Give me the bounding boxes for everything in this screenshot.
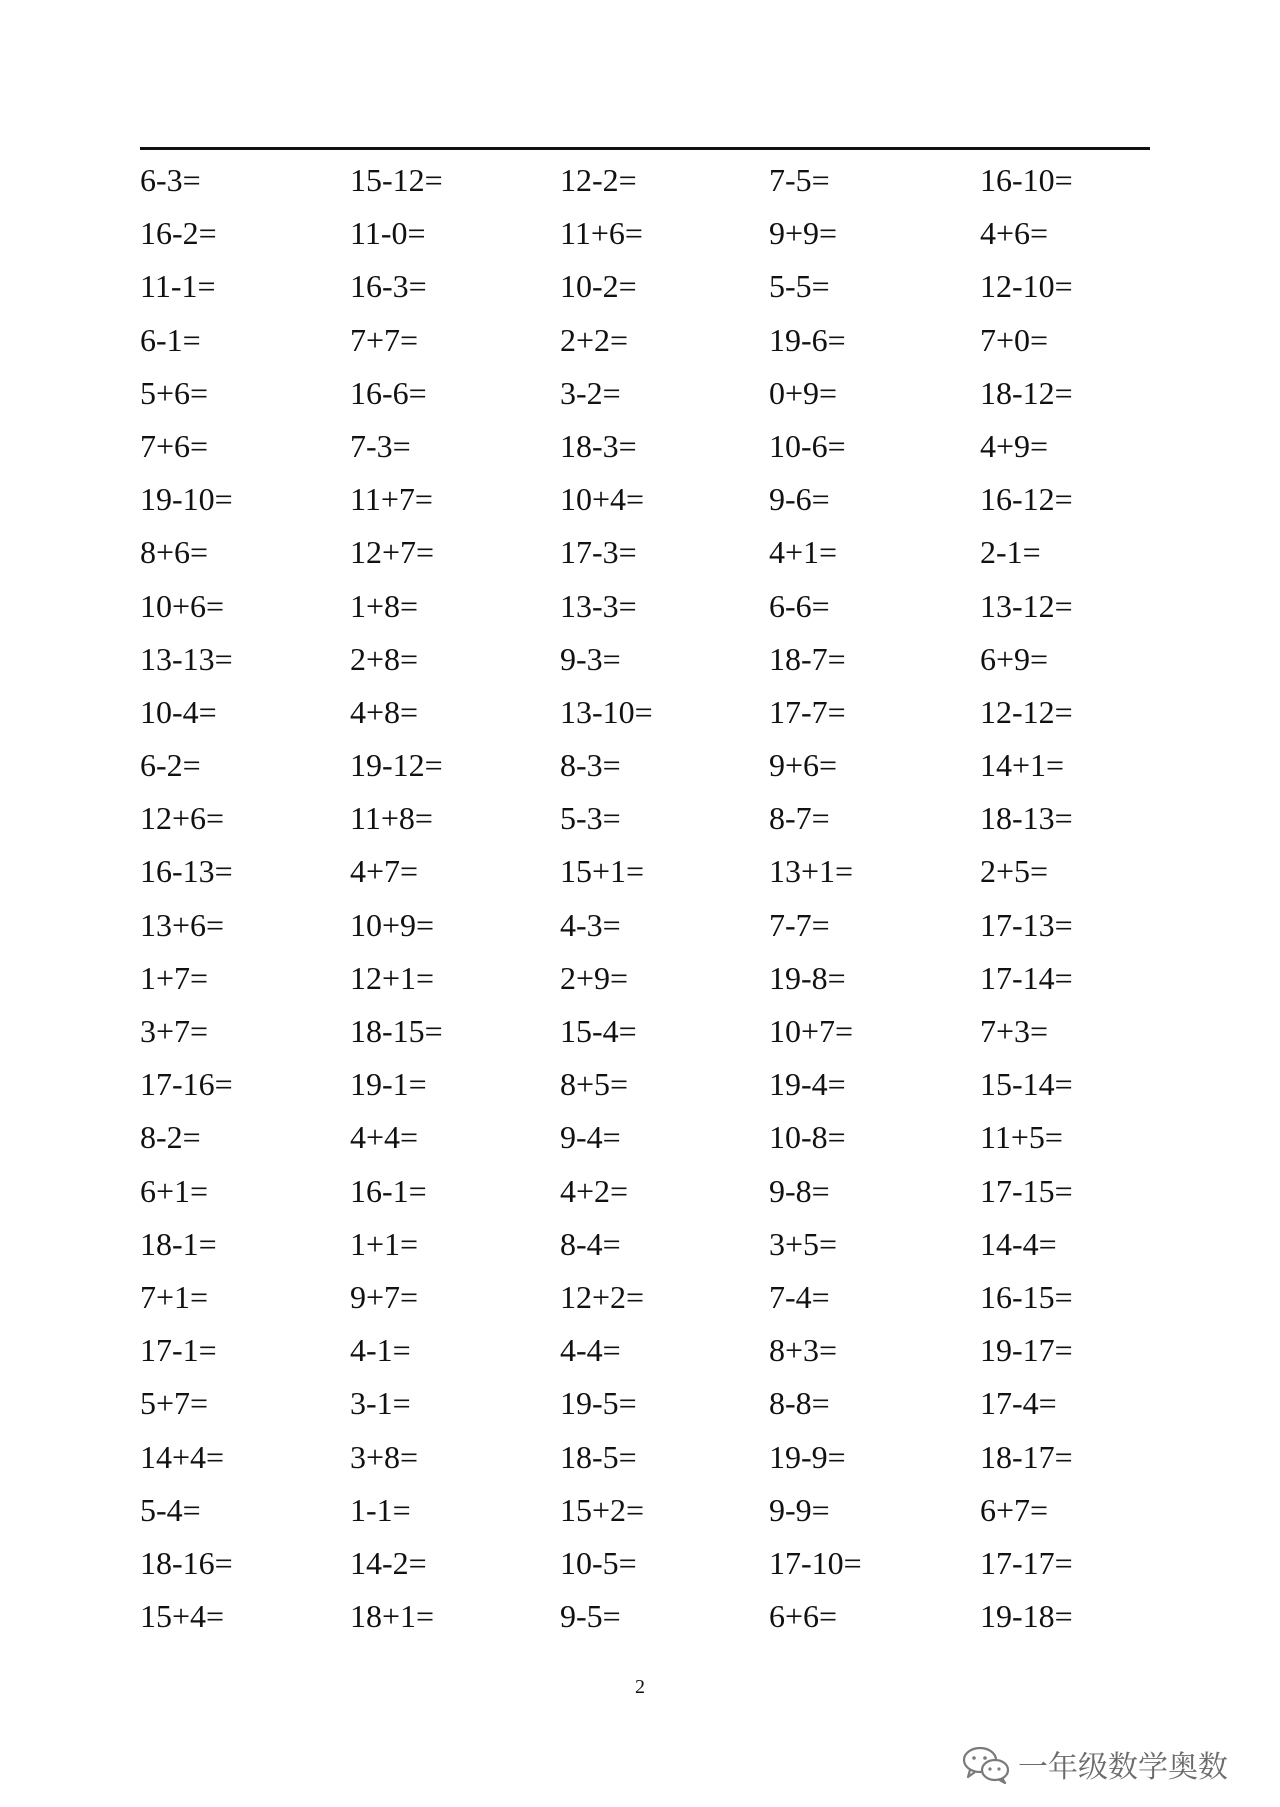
math-problem: 18-5= xyxy=(560,1438,637,1475)
math-problem: 10-6= xyxy=(769,427,846,464)
math-problem: 4+8= xyxy=(350,693,419,730)
math-problem: 7-5= xyxy=(769,162,830,198)
math-problem: 3-1= xyxy=(350,1385,411,1422)
math-problem: 4+2= xyxy=(560,1172,629,1209)
math-problem: 18-16= xyxy=(140,1544,233,1581)
math-problem: 12+7= xyxy=(350,534,435,571)
math-problem: 12-2= xyxy=(560,162,637,198)
math-problem: 8-7= xyxy=(769,800,830,837)
math-problem: 2+8= xyxy=(350,640,419,677)
math-problem: 12+1= xyxy=(350,959,435,996)
math-problem: 6-6= xyxy=(769,587,830,624)
math-problem: 1-1= xyxy=(350,1491,411,1528)
math-problem: 11+6= xyxy=(560,215,643,252)
math-problem: 12-12= xyxy=(980,693,1073,730)
math-problem: 15+4= xyxy=(140,1598,225,1635)
math-problem: 15+2= xyxy=(560,1491,645,1528)
math-problem: 9+6= xyxy=(769,747,838,784)
math-problem: 6-3= xyxy=(140,162,201,198)
math-problem: 7-3= xyxy=(350,427,411,464)
math-problem: 19-5= xyxy=(560,1385,637,1422)
math-problem: 8-4= xyxy=(560,1225,621,1262)
math-problem: 3-2= xyxy=(560,374,621,411)
math-problem: 8+5= xyxy=(560,1066,629,1103)
math-problem: 6+1= xyxy=(140,1172,209,1209)
math-problem: 11-1= xyxy=(140,268,216,305)
math-problem: 19-9= xyxy=(769,1438,846,1475)
math-problem: 11-0= xyxy=(350,215,426,252)
math-problem: 18-1= xyxy=(140,1225,217,1262)
page-number: 2 xyxy=(635,1676,645,1698)
math-problem: 2+9= xyxy=(560,959,629,996)
math-problem: 9-5= xyxy=(560,1598,621,1635)
math-problem: 3+8= xyxy=(350,1438,419,1475)
math-problem: 12-10= xyxy=(980,268,1073,305)
math-problem: 17-15= xyxy=(980,1172,1073,1209)
math-problem: 13-12= xyxy=(980,587,1073,624)
math-problem: 13-13= xyxy=(140,640,233,677)
math-problem: 16-2= xyxy=(140,215,217,252)
math-problem: 16-13= xyxy=(140,853,233,890)
header-rule xyxy=(140,147,1150,150)
math-problem: 1+8= xyxy=(350,587,419,624)
math-problem: 9-3= xyxy=(560,640,621,677)
math-problem: 17-1= xyxy=(140,1332,217,1369)
math-problem: 10-2= xyxy=(560,268,637,305)
math-problem: 9+9= xyxy=(769,215,838,252)
math-problem: 5+6= xyxy=(140,374,209,411)
math-problem: 18-13= xyxy=(980,800,1073,837)
math-problem: 14+1= xyxy=(980,747,1065,784)
math-problem: 18-17= xyxy=(980,1438,1073,1475)
math-problem: 1+1= xyxy=(350,1225,419,1262)
math-problem: 6-2= xyxy=(140,747,201,784)
math-problem: 18-15= xyxy=(350,1013,443,1049)
math-problem: 17-17= xyxy=(980,1544,1073,1581)
math-problem: 8-8= xyxy=(769,1385,830,1422)
math-problem: 19-6= xyxy=(769,321,846,358)
math-problem: 18-7= xyxy=(769,640,846,677)
math-problem: 2+5= xyxy=(980,853,1049,890)
math-problem: 12+2= xyxy=(560,1278,645,1315)
math-problem: 7-4= xyxy=(769,1278,830,1315)
math-problem: 15-12= xyxy=(350,162,443,198)
math-problem: 2+2= xyxy=(560,321,629,358)
math-problem: 4-3= xyxy=(560,906,621,943)
math-problem: 1+7= xyxy=(140,959,209,996)
math-problem: 17-16= xyxy=(140,1066,233,1103)
math-problem: 0+9= xyxy=(769,374,838,411)
math-problem: 9-9= xyxy=(769,1491,830,1528)
math-problem: 4+6= xyxy=(980,215,1049,252)
math-problem: 5-4= xyxy=(140,1491,201,1528)
math-problem: 19-17= xyxy=(980,1332,1073,1369)
math-problem: 4+4= xyxy=(350,1119,419,1156)
math-problem: 18-3= xyxy=(560,427,637,464)
math-problem: 16-10= xyxy=(980,162,1073,198)
math-problem: 15-4= xyxy=(560,1013,637,1049)
math-problem: 10-8= xyxy=(769,1119,846,1156)
math-problem: 9+7= xyxy=(350,1278,419,1315)
math-problem: 3+5= xyxy=(769,1225,838,1262)
math-problem: 9-6= xyxy=(769,481,830,518)
math-problem: 10+4= xyxy=(560,481,645,518)
math-problem: 8-2= xyxy=(140,1119,201,1156)
math-problem: 2-1= xyxy=(980,534,1041,571)
math-problem: 8-3= xyxy=(560,747,621,784)
math-problem: 13-3= xyxy=(560,587,637,624)
math-problem: 15+1= xyxy=(560,853,645,890)
math-problem: 13-10= xyxy=(560,693,653,730)
math-problem: 13+1= xyxy=(769,853,854,890)
math-problem: 11+8= xyxy=(350,800,433,837)
math-problem: 17-7= xyxy=(769,693,846,730)
math-problem: 4+7= xyxy=(350,853,419,890)
math-problem: 6-1= xyxy=(140,321,201,358)
math-problem: 19-8= xyxy=(769,959,846,996)
math-problem: 17-13= xyxy=(980,906,1073,943)
math-problem: 7+1= xyxy=(140,1278,209,1315)
math-problem: 10+6= xyxy=(140,587,225,624)
math-problem: 5+7= xyxy=(140,1385,209,1422)
math-problem: 10-5= xyxy=(560,1544,637,1581)
math-problem: 15-14= xyxy=(980,1066,1073,1103)
math-problem: 7+7= xyxy=(350,321,419,358)
math-problem: 17-3= xyxy=(560,534,637,571)
math-problem: 12+6= xyxy=(140,800,225,837)
math-problem: 7+3= xyxy=(980,1013,1049,1049)
math-problem: 6+6= xyxy=(769,1598,838,1635)
math-problem: 7+0= xyxy=(980,321,1049,358)
math-problem: 19-10= xyxy=(140,481,233,518)
math-problem: 4+1= xyxy=(769,534,838,571)
math-problem: 8+3= xyxy=(769,1332,838,1369)
math-problem: 5-3= xyxy=(560,800,621,837)
math-problem: 16-12= xyxy=(980,481,1073,518)
math-problem: 16-6= xyxy=(350,374,427,411)
math-problem: 10-4= xyxy=(140,693,217,730)
watermark xyxy=(960,1740,1228,1788)
math-problem: 11+5= xyxy=(980,1119,1063,1156)
math-problem: 17-10= xyxy=(769,1544,862,1581)
math-problem: 4+9= xyxy=(980,427,1049,464)
math-problem: 19-18= xyxy=(980,1598,1073,1635)
math-problem: 9-8= xyxy=(769,1172,830,1209)
math-problem: 10+7= xyxy=(769,1013,854,1049)
math-problem: 17-4= xyxy=(980,1385,1057,1422)
math-problem: 18-12= xyxy=(980,374,1073,411)
math-problem: 10+9= xyxy=(350,906,435,943)
math-problem: 7+6= xyxy=(140,427,209,464)
math-problem: 19-12= xyxy=(350,747,443,784)
math-problem: 3+7= xyxy=(140,1013,209,1049)
math-problem: 7-7= xyxy=(769,906,830,943)
math-problem: 5-5= xyxy=(769,268,830,305)
math-problem: 6+7= xyxy=(980,1491,1049,1528)
math-problem: 18+1= xyxy=(350,1598,435,1635)
math-problem: 19-4= xyxy=(769,1066,846,1103)
math-problem: 11+7= xyxy=(350,481,433,518)
math-problem: 4-4= xyxy=(560,1332,621,1369)
math-problem: 14+4= xyxy=(140,1438,225,1475)
math-problem: 9-4= xyxy=(560,1119,621,1156)
math-problem: 19-1= xyxy=(350,1066,427,1103)
math-problem: 17-14= xyxy=(980,959,1073,996)
watermark-text: 一年级数学奥数 xyxy=(1018,1750,1228,1785)
math-problem: 14-2= xyxy=(350,1544,427,1581)
wechat-icon xyxy=(960,1743,1012,1785)
arithmetic-problem-grid xyxy=(140,158,1190,1647)
math-problem: 4-1= xyxy=(350,1332,411,1369)
math-problem: 16-3= xyxy=(350,268,427,305)
math-problem: 14-4= xyxy=(980,1225,1057,1262)
math-problem: 6+9= xyxy=(980,640,1049,677)
math-problem: 13+6= xyxy=(140,906,225,943)
math-problem: 16-15= xyxy=(980,1278,1073,1315)
math-problem: 16-1= xyxy=(350,1172,427,1209)
math-problem: 8+6= xyxy=(140,534,209,571)
